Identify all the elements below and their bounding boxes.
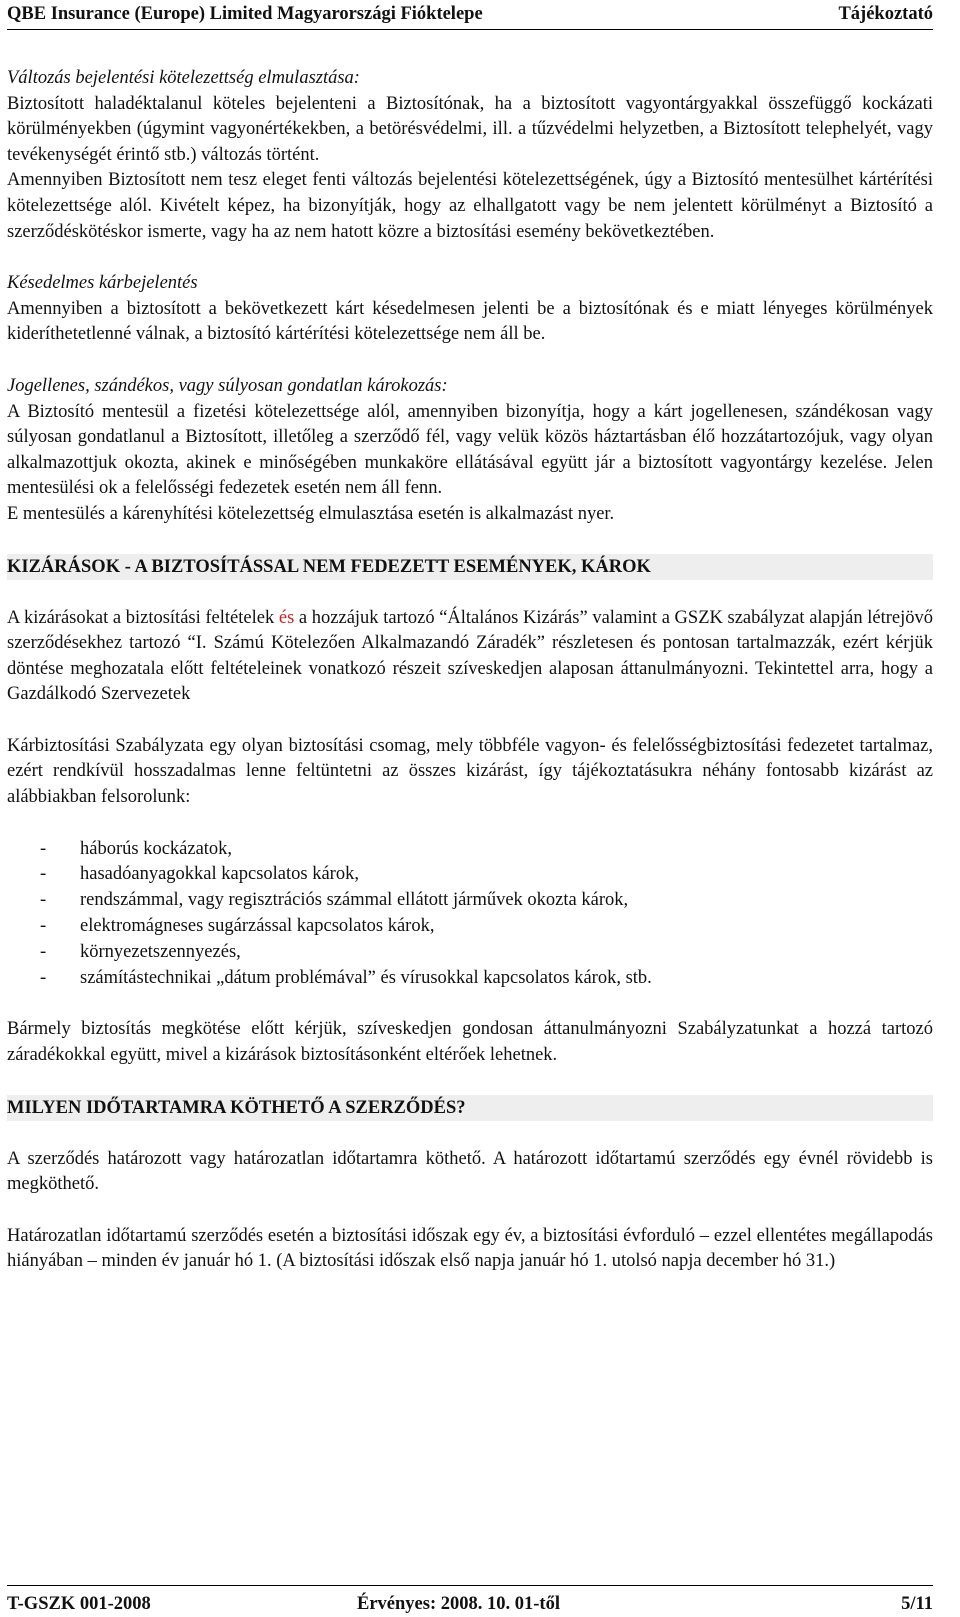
paragraph-exclusions-1 xyxy=(7,606,933,708)
list-item xyxy=(7,940,933,966)
paragraph-duration-2: Határozatlan időtartamú szerződés esetén a biztosítási időszak egy év, a biztosítási évforduló – ezzel ellentétes megállapodás hiányában – minden év január hó 1. (A biztosítási időszak első napja január hó 1. utolsó napja december hó 31.) xyxy=(7,1225,933,1272)
list-item-text: rendszámmal, vagy regisztrációs számmal ellátott járművek okozta károk, xyxy=(80,890,629,911)
paragraph-exclusions-3: Bármely biztosítás megkötése előtt kérjük, szíveskedjen gondosan áttanulmányozni Szabályzatunkat a hozzá tartozó záradékokkal együtt, mivel a kizárások biztosításonként eltérőek lehetnek. xyxy=(7,1019,933,1066)
list-item-text: háborús kockázatok, xyxy=(80,838,233,859)
header-doc-type: Tájékoztató xyxy=(838,4,933,24)
list-item xyxy=(7,862,933,888)
paragraph-late-claim: Amennyiben a biztosított a bekövetkezett kárt késedelmesen jelenti be a biztosítónak és e miatt lényeges körülmények kideríthetetlenné válnak, a biztosító kártérítési kötelezettsége nem áll be. xyxy=(7,298,933,345)
spacer xyxy=(7,991,933,1017)
spacer xyxy=(7,1069,933,1095)
list-item xyxy=(7,966,933,992)
list-item xyxy=(7,914,933,940)
section-title-exclusions: KIZÁRÁSOK - A BIZTOSÍTÁSSAL NEM FEDEZETT ESEMÉNYEK, KÁROK xyxy=(7,554,933,580)
section-title-duration: MILYEN IDŐTARTAMRA KÖTHETŐ A SZERZŐDÉS? xyxy=(7,1095,933,1121)
footer-page-number: 5/11 xyxy=(901,1594,933,1614)
page-footer xyxy=(7,1585,933,1616)
dash-bullet: - xyxy=(40,941,47,962)
paragraph-duration-1: A szerződés határozott vagy határozatlan időtartamra köthető. A határozott időtartamú szerződés egy évnél rövidebb is megköthető. xyxy=(7,1148,933,1195)
highlighted-word: és xyxy=(278,607,295,628)
text-run: A kizárásokat a biztosítási feltételek xyxy=(7,607,279,628)
header-company: QBE Insurance (Europe) Limited Magyarországi Fióktelepe xyxy=(7,4,483,24)
spacer xyxy=(7,348,933,374)
paragraph-intentional-damage-2: E mentesülés a kárenyhítési kötelezettség elmulasztása esetén is alkalmazást nyer. xyxy=(7,503,615,524)
paragraph-intentional-damage-1: A Biztosító mentesül a fizetési kötelezettsége alól, amennyiben bizonyítja, hogy a kárt jogellenesen, szándékosan vagy súlyosan gondatlanul a Biztosított, illetőleg a szerződő fél, vagy velük közös háztartásban élő hozzátartozójuk, vagy olyan alkalmazottjuk okozta, akinek e minőségében munkaköre ellátásával együtt jár a biztosított vagyontárgy kezelése. Jelen mentesülési ok a felelősségi fedezetek esetén nem áll fenn. xyxy=(7,401,933,499)
dash-bullet: - xyxy=(40,864,47,885)
list-item-text: elektromágneses sugárzással kapcsolatos károk, xyxy=(80,916,435,937)
spacer xyxy=(7,528,933,554)
list-item xyxy=(7,837,933,863)
paragraph-change-notification-2: Amennyiben Biztosított nem tesz eleget fenti változás bejelentési kötelezettségének, úgy a Biztosító mentesülhet kártérítési kötelezettsége alól. Kivételt képez, ha bizonyítják, hogy az elhallgatott vagy be nem jelentett körülményt a Biztosító a szerződéskötéskor ismerte, vagy ha az nem hatott közre a biztosítási esemény bekövetkeztében. xyxy=(7,170,933,242)
spacer xyxy=(7,1121,933,1147)
spacer xyxy=(7,580,933,606)
document-body xyxy=(7,66,933,1275)
heading-intentional-damage: Jogellenes, szándékos, vagy súlyosan gondatlan károkozás: xyxy=(7,375,448,396)
list-item xyxy=(7,888,933,914)
dash-bullet: - xyxy=(40,838,47,859)
list-item-text: számítástechnikai „dátum problémával” és vírusokkal kapcsolatos károk, stb. xyxy=(80,967,652,988)
paragraph-exclusions-2: Kárbiztosítási Szabályzata egy olyan biztosítási csomag, mely többféle vagyon- és felelősségbiztosítási fedezetet tartalmaz, ezért rendkívül hosszadalmas lenne feltüntetni az összes kizárást, így tájékoztatásukra néhány fontosabb kizárást az alábbiakban felsorolunk: xyxy=(7,735,933,808)
heading-change-notification: Változás bejelentési kötelezettség elmulasztása: xyxy=(7,68,360,88)
dash-bullet: - xyxy=(40,916,47,937)
footer-validity: Érvényes: 2008. 10. 01-től xyxy=(357,1594,560,1614)
paragraph-change-notification-1: Biztosított haladéktalanul köteles bejelenteni a Biztosítónak, ha a biztosított vagyontárgyakkal összefüggő kockázati körülményekben (úgymint vagyonértékekben, a betörésvédelmi, ill. a tűzvédelmi helyzetben, a Biztosított telephelyét, vagy tevékenységét érintő stb.) változás történt. xyxy=(7,93,933,165)
dash-bullet: - xyxy=(40,967,47,988)
page-header xyxy=(7,2,933,30)
heading-late-claim: Késedelmes kárbejelentés xyxy=(7,273,198,294)
list-item-text: környezetszennyezés, xyxy=(80,941,241,962)
list-item-text: hasadóanyagokkal kapcsolatos károk, xyxy=(80,864,359,885)
footer-doc-code: T-GSZK 001-2008 xyxy=(7,1594,151,1614)
spacer xyxy=(7,811,933,837)
spacer xyxy=(7,1198,933,1224)
spacer xyxy=(7,245,933,271)
dash-bullet: - xyxy=(40,890,47,911)
exclusions-list xyxy=(7,837,933,992)
spacer xyxy=(7,708,933,734)
text-run: a hozzájuk tartozó “Általános Kizárás” valamint a GSZK szabályzat alapján létrejövő szerződésekhez tartozó “I. Számú Kötelezően Alkalmazandó Záradék” részletesen és pontosan tartalmazzák, ezért kérjük döntése meghozatala előtt feltételeinek vonatkozó részeit szíveskedjen alaposan áttanulmányozni. Tekintettel arra, hogy a Gazdálkodó Szervezetek xyxy=(7,607,934,705)
